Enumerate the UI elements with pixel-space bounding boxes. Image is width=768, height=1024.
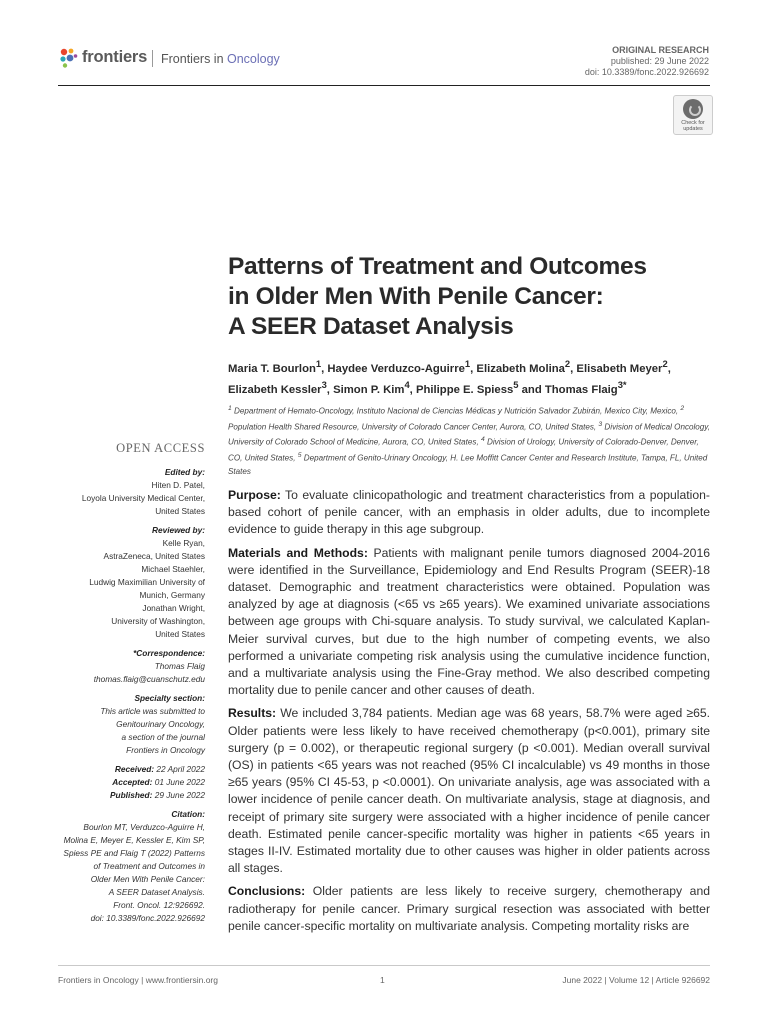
edited-by-heading: Edited by:	[164, 467, 205, 477]
check-for-updates-button[interactable]	[673, 95, 713, 135]
sidebar-line: Front. Oncol. 12:926692.	[113, 900, 205, 910]
published-label: Published:	[109, 790, 153, 800]
sidebar-line: Loyola University Medical Center,	[81, 493, 205, 503]
purpose-label: Purpose:	[228, 488, 281, 502]
author-sup: 3*	[617, 378, 627, 390]
author-list: Maria T. Bourlon$^1$, Haydee Verduzco-Aguirre$^1$, Elizabeth Molina$^2$, Elisabeth Meyer$^2$, Elizabeth Kessler$^3$, Simon P. Kim$^4$, Philippe E. Spiess$^5$ and Thomas Flaig$^{3*}$	[228, 358, 671, 396]
author-sup: 1	[464, 358, 471, 369]
article-title	[228, 252, 718, 342]
article-doi[interactable]: doi: 10.3389/fonc.2022.926692	[584, 67, 709, 77]
sidebar-line: Ludwig Maximilian University of	[89, 577, 205, 587]
sidebar-line: Michael Staehler,	[141, 564, 205, 574]
frontiers-logo-icon	[58, 47, 80, 69]
author[interactable]: Simon P. Kim	[333, 383, 405, 396]
author-sup: 2	[564, 358, 571, 369]
author[interactable]: Maria T. Bourlon	[228, 362, 316, 375]
published-date: published: 29 June 2022	[610, 56, 709, 66]
conclusions-label: Conclusions:	[228, 884, 306, 899]
sidebar-line: AstraZeneca, United States	[103, 551, 205, 561]
affil-sup: 2	[680, 405, 685, 412]
purpose-text: To evaluate clinicopathologic and treatment characteristics from a population-based cohort of penile cancer, with an emphasis in older adults, due to incomplete evidence to guide therapy in this age subgroup.	[228, 488, 710, 537]
sidebar-line: Hiten D. Patel,	[151, 480, 205, 490]
sidebar-line: Molina E, Meyer E, Kessler E, Kim SP,	[63, 835, 205, 845]
sidebar-line: Genitourinary Oncology,	[116, 719, 205, 729]
abstract-methods	[228, 545, 710, 700]
abstract-purpose	[228, 487, 710, 539]
author[interactable]: Elizabeth Molina	[476, 362, 565, 375]
footer-journal-link[interactable]: Frontiers in Oncology | www.frontiersin.org	[58, 975, 218, 985]
specialty-heading: Specialty section:	[134, 693, 205, 703]
dates-section	[58, 763, 205, 802]
title-line: A SEER Dataset Analysis	[228, 313, 514, 340]
conclusions-text: Older patients are less likely to receive surgery, chemotherapy and radiotherapy for penile cancer. Primary surgical resection was associated with better penile cancer-specific mortality on multivariate analysis. Competing mortality risks are	[228, 884, 711, 933]
abstract	[228, 487, 710, 941]
correspondence-email-link[interactable]: thomas.flaig@cuanschutz.edu	[93, 674, 205, 684]
affiliation: Department of Hemato-Oncology, Instituto Nacional de Ciencias Médicas y Nutrición Salvador Zubirán, Mexico City, Mexico,	[234, 406, 679, 416]
sidebar-line: Jonathan Wright,	[142, 603, 205, 613]
affil-sup: 3	[598, 420, 603, 428]
accepted-date: 01 June 2022	[154, 777, 205, 787]
sidebar-line: Bourlon MT, Verduzco-Aguirre H,	[83, 822, 205, 832]
methods-label: Materials and Methods:	[228, 545, 368, 560]
author-sup: 5	[513, 378, 519, 390]
abstract-results	[228, 705, 710, 877]
correspondence-section	[58, 647, 205, 686]
affil-sup: 4	[480, 436, 485, 444]
abstract-conclusions	[228, 883, 710, 935]
reviewed-by-section	[58, 524, 205, 641]
sidebar-line: Kelle Ryan,	[162, 538, 205, 548]
affil-sup: 5	[297, 452, 302, 460]
author[interactable]: Elisabeth Meyer	[576, 362, 663, 375]
author-sup: 2	[662, 358, 668, 369]
results-text: We included 3,784 patients. Median age was 68 years, 58.7% were aged ≥65. Older patients were less likely to have received chemotherapy (p<0.001), primary site surgery (p = 0.002), or therapeutic regional surgery (p <0.001). Median overall survival (OS) in patients <65 years was not reached (95% CI incalculable) vs 49 months in those ≥65 years (95% CI 45-53, p <0.0001). On univariate analysis, age was associated with a lower incidence of penile cancer death. On multivariate analysis, stage at diagnosis, and receipt of primary site surgery were associated with a higher incidence of penile cancer death. Estimated penile cancer-specific mortality was higher in patients <65 years in stages II-IV. Estimated mortality due to other causes was higher in older patients across all stages.	[228, 706, 711, 876]
check-updates-icon	[683, 99, 703, 119]
author-sup: 3	[321, 378, 327, 390]
affiliation: Division of Urology, University of Colorado-Denver, Denver, CO, United States,	[228, 438, 699, 463]
correspondence-heading: *Correspondence:	[133, 648, 205, 658]
citation-section	[58, 808, 205, 925]
affiliations	[228, 402, 710, 478]
footer-rule	[58, 965, 710, 966]
affiliation: Population Health Shared Resource, University of Colorado Cancer Center, Aurora, CO, United States,	[228, 422, 597, 432]
author[interactable]: Haydee Verduzco-Aguirre	[327, 362, 465, 375]
author[interactable]: Elizabeth Kessler	[228, 383, 322, 396]
article-meta	[585, 45, 709, 78]
title-line: Patterns of Treatment and Outcomes	[228, 253, 647, 280]
sidebar-line: Spiess PE and Flaig T (2022) Patterns	[63, 848, 205, 858]
sidebar-line: of Treatment and Outcomes in	[93, 861, 205, 871]
citation-doi-link[interactable]: doi: 10.3389/fonc.2022.926692	[90, 913, 205, 923]
header-divider	[152, 50, 153, 67]
reviewed-by-heading: Reviewed by:	[151, 525, 205, 535]
published-date-sidebar: 29 June 2022	[154, 790, 205, 800]
sidebar-line: Frontiers in Oncology	[126, 745, 205, 755]
methods-text: Patients with malignant penile tumors diagnosed 2004-2016 were identified in the Surveillance, Epidemiology and End Results Program (SEER)-18 dataset. Demographic and treatment characteristics were obtained. Population was analyzed by age at diagnosis (<65 vs ≥65 years). We examined univariate associations between age groups with Chi-square analysis. To study survival, we calculated Kaplan-Meier survival curves, but due to the high number of competing events, we also performed a univariate competing risk analysis using the cumulative incidence function, and a multivariate analysis using the Fine-Gray method. We also described competing mortality due to penile cancer and other causes of death.	[228, 545, 710, 698]
received-date: 22 April 2022	[156, 764, 205, 774]
citation-heading: Citation:	[171, 809, 205, 819]
specialty-section	[58, 692, 205, 757]
author[interactable]: Thomas Flaig	[544, 383, 618, 396]
sidebar-line: United States	[155, 506, 205, 516]
author[interactable]: Philippe E. Spiess	[415, 383, 514, 396]
results-label: Results:	[228, 706, 277, 721]
journal-prefix: Frontiers in	[161, 52, 227, 66]
sidebar-line: This article was submitted to	[100, 706, 205, 716]
journal-accent: Oncology	[227, 52, 280, 66]
affiliation: Division of Medical Oncology, University of Colorado School of Medicine, Aurora, CO, United States,	[228, 422, 710, 448]
sidebar-line: Munich, Germany	[139, 590, 205, 600]
open-access-label: OPEN ACCESS	[116, 441, 205, 455]
sidebar-line: Thomas Flaig	[154, 661, 205, 671]
accepted-label: Accepted:	[112, 777, 153, 787]
brand-name[interactable]: frontiers	[82, 48, 148, 66]
affil-sup: 1	[228, 405, 232, 412]
journal-name[interactable]	[161, 52, 280, 66]
author-sup: 4	[404, 378, 410, 390]
title-line: in Older Men With Penile Cancer:	[228, 283, 604, 310]
sidebar-line: Older Men With Penile Cancer:	[90, 874, 205, 884]
check-updates-label: Check for updates	[681, 120, 705, 132]
header-rule	[58, 85, 710, 86]
footer-issue-info: June 2022 | Volume 12 | Article 926692	[562, 975, 710, 985]
received-label: Received:	[114, 764, 155, 774]
article-type: ORIGINAL RESEARCH	[612, 45, 709, 55]
sidebar-line: A SEER Dataset Analysis.	[108, 887, 205, 897]
author-sup: 1	[315, 358, 322, 369]
page-number: 1	[380, 975, 385, 985]
edited-by-section	[58, 466, 205, 518]
sidebar-line: United States	[155, 629, 205, 639]
sidebar-line: University of Washington,	[111, 616, 205, 626]
affiliation: Department of Genito-Urinary Oncology, H. Lee Moffitt Cancer Center and Research Institute, Tampa, FL, United States	[228, 453, 708, 476]
article-sidebar	[58, 466, 205, 931]
sidebar-line: a section of the journal	[121, 732, 205, 742]
